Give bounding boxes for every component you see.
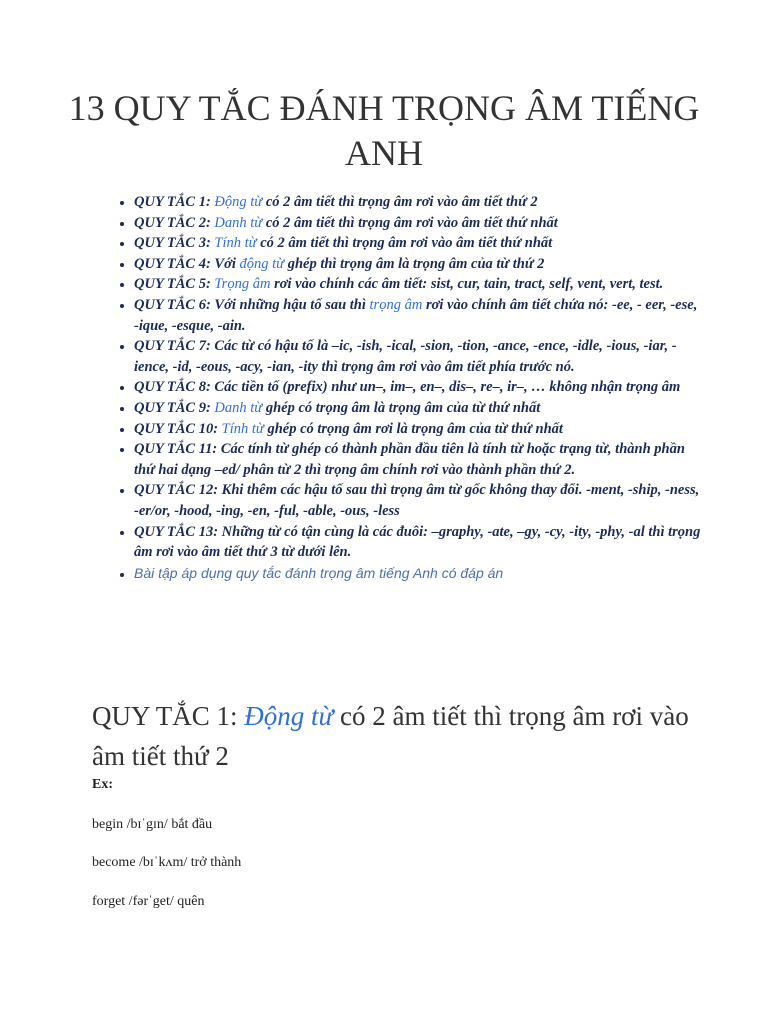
rule-highlight[interactable]: Tính từ [214, 235, 257, 252]
rule-text: có 2 âm tiết thì trọng âm rơi vào âm tiết thứ nhất [256, 235, 553, 252]
rules-list [112, 192, 704, 583]
rule-item-6 [134, 295, 704, 336]
rule-text: Các từ có hậu tố là –ic, -ish, -ical, -sion, -tion, -ance, -ence, -idle, -ious, -iar, -ience, -id, -eous, -acy, -ian, -ity thì trọng âm rơi vào âm tiết phía trước nó. [134, 338, 677, 375]
rule-highlight[interactable]: trọng âm [369, 296, 423, 313]
rule-text: ghép có trọng âm là trọng âm của từ thứ nhất [262, 399, 541, 416]
example-label: Ex: [92, 777, 113, 792]
rule-label: QUY TẮC 6: [134, 296, 211, 313]
rule-item-3 [134, 233, 704, 254]
rule-text-pre: Với [210, 255, 240, 272]
rule-label: QUY TẮC 9: [134, 399, 211, 416]
rule-text: ghép thì trọng âm là trọng âm của từ thứ 2 [284, 255, 545, 272]
rule-text: Những từ có tận cùng là các đuôi: –graphy, -ate, –gy, -cy, -ity, -phy, -al thì trọng âm rơi vào âm tiết thứ 3 từ dưới lên. [134, 523, 701, 561]
rule-item-2 [134, 213, 704, 234]
example-word: forget /fərˈget/ quên [92, 894, 205, 909]
rule-item-10 [134, 419, 704, 440]
rule-text: có 2 âm tiết thì trọng âm rơi vào âm tiết thứ 2 [262, 194, 538, 210]
rule-text: có 2 âm tiết thì trọng âm rơi vào âm tiết thứ nhất [262, 214, 558, 231]
rule-text: ghép có trọng âm rơi là trọng âm của từ thứ nhất [263, 420, 563, 437]
section-heading-text: có 2 âm tiết thì trọng âm rơi vào âm tiết thứ 2 [92, 701, 689, 771]
exercise-link[interactable]: Bài tập áp dụng quy tắc đánh trọng âm tiếng Anh có đáp án [134, 564, 504, 581]
rule-text-pre: Với những hậu tố sau thì [210, 296, 370, 313]
section-heading-highlight[interactable]: Động từ [244, 701, 334, 731]
rule-text: Khi thêm các hậu tố sau thì trọng âm từ gốc không thay đổi. -ment, -ship, -ness, -er/or, -hood, -ing, -en, -ful, -able, -ous, -less [134, 482, 700, 519]
example-word: become /bɪˈkʌm/ trở thành [92, 855, 242, 870]
rule-highlight[interactable]: Danh từ [214, 399, 263, 416]
rule-label: QUY TẮC 7: [134, 338, 211, 355]
example-word: begin /bɪˈgɪn/ bắt đầu [92, 817, 213, 832]
rule-label: QUY TẮC 12: [134, 482, 219, 499]
exercise-list-item [134, 563, 704, 584]
rule-item-4 [134, 254, 704, 275]
rule-text: Các tiền tố (prefix) như un–, im–, en–, dis–, re–, ir–, … không nhận trọng âm [210, 379, 681, 396]
page-title: 13 QUY TẮC ĐÁNH TRỌNG ÂM TIẾNG ANH [68, 88, 700, 173]
section-heading-prefix: QUY TẮC 1: [92, 701, 245, 731]
rule-label: QUY TẮC 3: [134, 235, 211, 252]
rule-highlight[interactable]: Động từ [214, 194, 263, 210]
rule-label: QUY TẮC 2: [134, 214, 211, 231]
rule-item-12 [134, 480, 704, 521]
section-heading [92, 696, 692, 776]
rule-item-13 [134, 522, 704, 563]
rule-label: QUY TẮC 8: [134, 379, 211, 396]
rule-text: Các tính từ ghép có thành phần đầu tiên là tính từ hoặc trạng từ, thành phần thứ hai dạng –ed/ phân từ 2 thì trọng âm chính rơi vào thành phần thứ 2. [134, 441, 685, 478]
rule-label: QUY TẮC 5: [134, 276, 211, 293]
rule-highlight[interactable]: Trọng âm [214, 276, 271, 293]
rule-text: rơi vào chính các âm tiết: sist, cur, tain, tract, self, vent, vert, test. [270, 276, 664, 293]
rule-label: QUY TẮC 11: [134, 441, 218, 458]
rule-item-7 [134, 336, 704, 377]
rule-item-1 [134, 192, 704, 213]
rule-label: QUY TẮC 13: [134, 523, 219, 540]
rule-highlight[interactable]: Tính từ [221, 420, 264, 437]
rule-item-8 [134, 377, 704, 398]
rule-text: rơi vào chính âm tiết chứa nó: -ee, - eer, -ese, -ique, -esque, -ain. [134, 296, 698, 334]
rule-label: QUY TẮC 10: [134, 420, 219, 437]
rule-highlight[interactable]: động từ [239, 255, 285, 272]
rule-label: QUY TẮC 4: [134, 255, 211, 272]
rule-item-9 [134, 398, 704, 419]
rule-item-5 [134, 274, 704, 295]
rule-label: QUY TẮC 1: [134, 194, 211, 210]
rule-item-11 [134, 439, 704, 480]
rule-highlight[interactable]: Danh từ [214, 214, 263, 231]
